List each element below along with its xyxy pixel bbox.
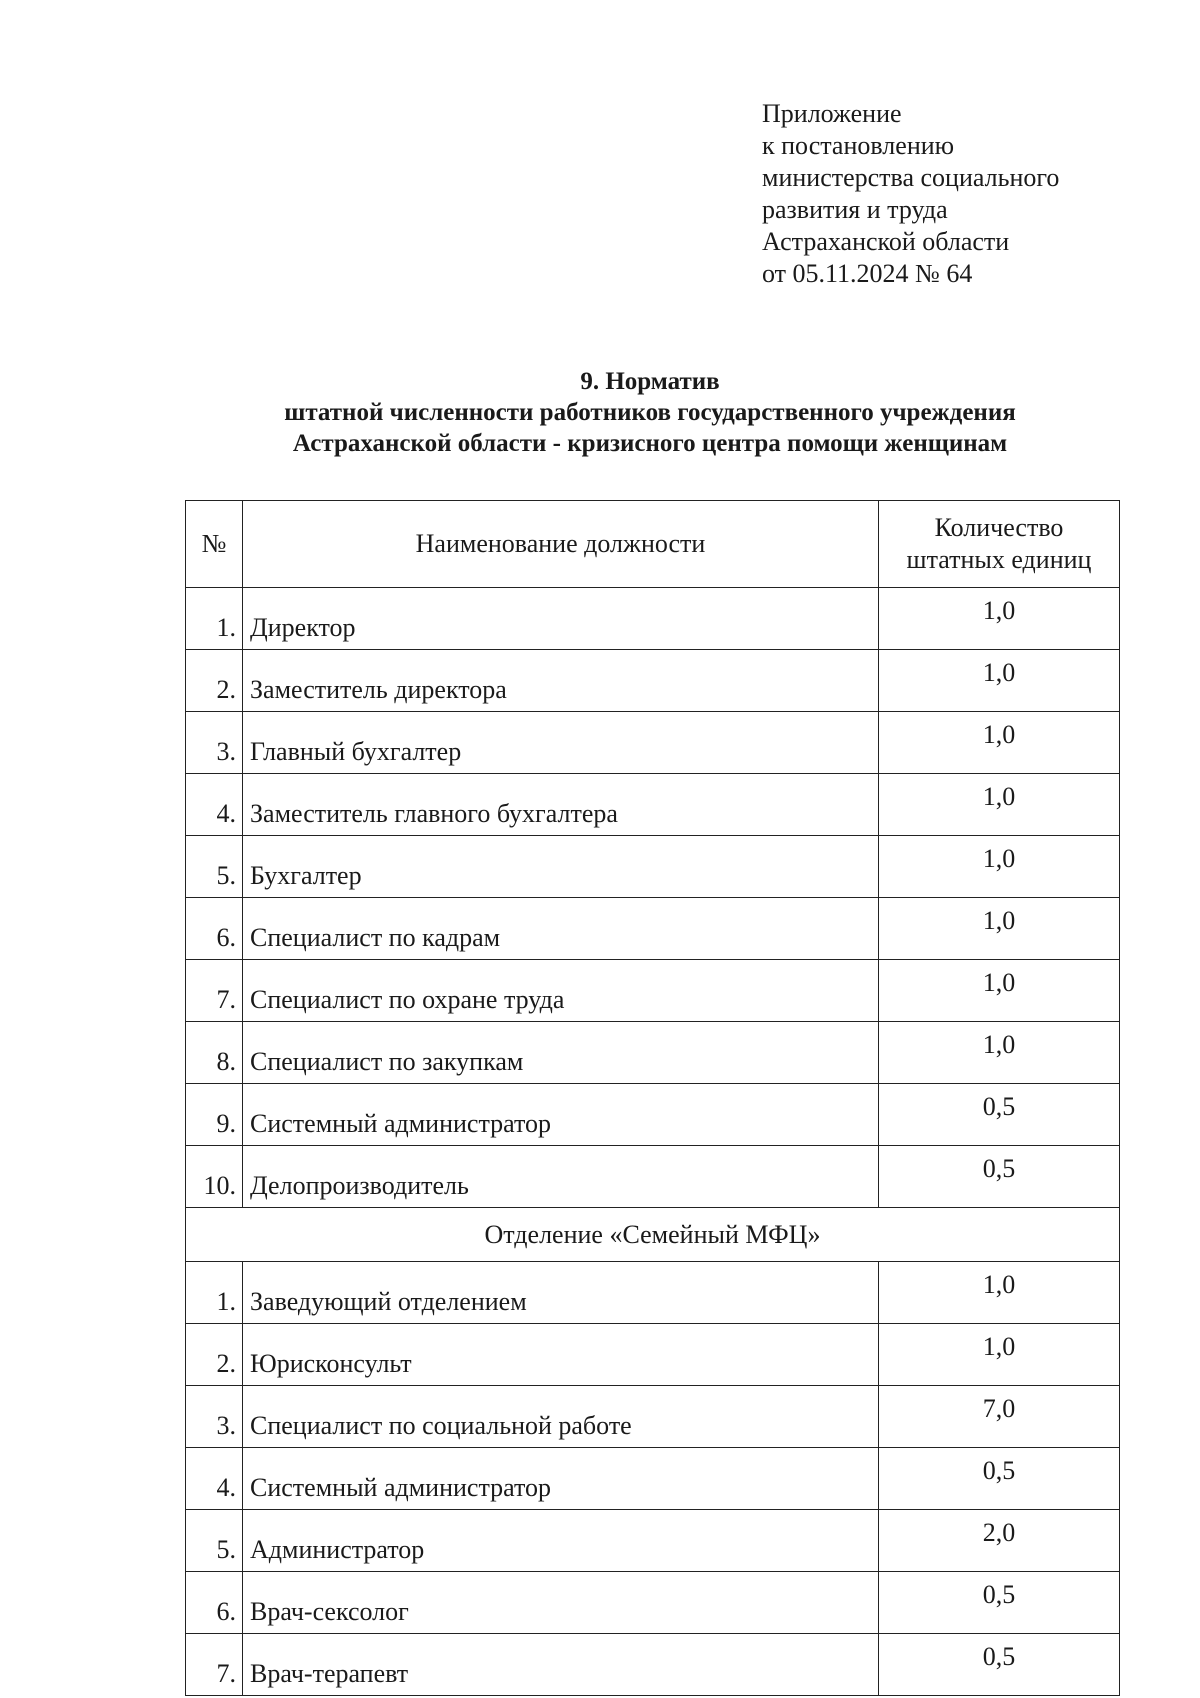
- staff-units: 0,5: [879, 1572, 1120, 1634]
- position-name: Заместитель директора: [243, 650, 879, 712]
- table-row: [186, 712, 1120, 774]
- table-row: [186, 1262, 1120, 1324]
- position-name: Врач-терапевт: [243, 1634, 879, 1696]
- table-row: [186, 960, 1120, 1022]
- row-number: 7.: [186, 1634, 243, 1696]
- position-name: Системный администратор: [243, 1448, 879, 1510]
- staff-units: 1,0: [879, 588, 1120, 650]
- table-row: [186, 1634, 1120, 1696]
- appendix-line: Приложение: [762, 99, 902, 128]
- row-number: 8.: [186, 1022, 243, 1084]
- position-name: Врач-сексолог: [243, 1572, 879, 1634]
- row-number: 5.: [186, 1510, 243, 1572]
- row-number: 3.: [186, 1386, 243, 1448]
- header-number: №: [186, 501, 243, 588]
- staff-units: 7,0: [879, 1386, 1120, 1448]
- appendix-line: от 05.11.2024 № 64: [762, 259, 973, 288]
- table-row: [186, 836, 1120, 898]
- table-row: [186, 1510, 1120, 1572]
- header-staff-units-line: Количество: [934, 513, 1064, 542]
- staff-units: 0,5: [879, 1146, 1120, 1208]
- header-position-name: Наименование должности: [243, 501, 879, 588]
- staff-units: 1,0: [879, 650, 1120, 712]
- table-row: [186, 774, 1120, 836]
- position-name: Системный администратор: [243, 1084, 879, 1146]
- position-name: Делопроизводитель: [243, 1146, 879, 1208]
- staff-units: 1,0: [879, 898, 1120, 960]
- staff-units: 0,5: [879, 1634, 1120, 1696]
- position-name: Главный бухгалтер: [243, 712, 879, 774]
- table-row: [186, 1324, 1120, 1386]
- table-row: [186, 1448, 1120, 1510]
- row-number: 4.: [186, 774, 243, 836]
- table-row: [186, 650, 1120, 712]
- row-number: 6.: [186, 898, 243, 960]
- staff-units: 0,5: [879, 1448, 1120, 1510]
- staff-units: 1,0: [879, 1022, 1120, 1084]
- staff-table: [185, 500, 1120, 1696]
- row-number: 1.: [186, 588, 243, 650]
- appendix-line: к постановлению: [762, 131, 955, 160]
- header-staff-units: [879, 501, 1120, 588]
- row-number: 2.: [186, 1324, 243, 1386]
- position-name: Специалист по охране труда: [243, 960, 879, 1022]
- table-row: [186, 1022, 1120, 1084]
- row-number: 6.: [186, 1572, 243, 1634]
- row-number: 3.: [186, 712, 243, 774]
- position-name: Заведующий отделением: [243, 1262, 879, 1324]
- staff-units: 1,0: [879, 1262, 1120, 1324]
- row-number: 7.: [186, 960, 243, 1022]
- header-staff-units-line: штатных единиц: [906, 545, 1092, 574]
- section-header-row: [186, 1208, 1120, 1262]
- position-name: Специалист по социальной работе: [243, 1386, 879, 1448]
- staff-units: 1,0: [879, 960, 1120, 1022]
- appendix-line: Астраханской области: [762, 227, 1010, 256]
- row-number: 1.: [186, 1262, 243, 1324]
- row-number: 5.: [186, 836, 243, 898]
- table-row: [186, 1146, 1120, 1208]
- staff-units: 2,0: [879, 1510, 1120, 1572]
- row-number: 4.: [186, 1448, 243, 1510]
- staff-units: 1,0: [879, 774, 1120, 836]
- table-row: [186, 1084, 1120, 1146]
- row-number: 10.: [186, 1146, 243, 1208]
- staff-units: 1,0: [879, 712, 1120, 774]
- position-name: Администратор: [243, 1510, 879, 1572]
- position-name: Заместитель главного бухгалтера: [243, 774, 879, 836]
- position-name: Специалист по закупкам: [243, 1022, 879, 1084]
- staff-units: 1,0: [879, 1324, 1120, 1386]
- title-line: Астраханской области - кризисного центра помощи женщинам: [292, 430, 1008, 457]
- position-name: Юрисконсульт: [243, 1324, 879, 1386]
- position-name: Бухгалтер: [243, 836, 879, 898]
- document-title: [200, 366, 1100, 459]
- row-number: 2.: [186, 650, 243, 712]
- section-title: Отделение «Семейный МФЦ»: [186, 1208, 1120, 1262]
- title-line: штатной численности работников государственного учреждения: [284, 399, 1016, 426]
- staff-units: 1,0: [879, 836, 1120, 898]
- table-row: [186, 588, 1120, 650]
- table-row: [186, 1572, 1120, 1634]
- title-line: 9. Норматив: [580, 368, 720, 395]
- table-row: [186, 898, 1120, 960]
- appendix-line: развития и труда: [762, 195, 948, 224]
- staff-units: 0,5: [879, 1084, 1120, 1146]
- appendix-line: министерства социального: [762, 163, 1060, 192]
- table-header-row: [186, 501, 1120, 588]
- row-number: 9.: [186, 1084, 243, 1146]
- appendix-note: [762, 98, 1059, 290]
- position-name: Директор: [243, 588, 879, 650]
- table-row: [186, 1386, 1120, 1448]
- position-name: Специалист по кадрам: [243, 898, 879, 960]
